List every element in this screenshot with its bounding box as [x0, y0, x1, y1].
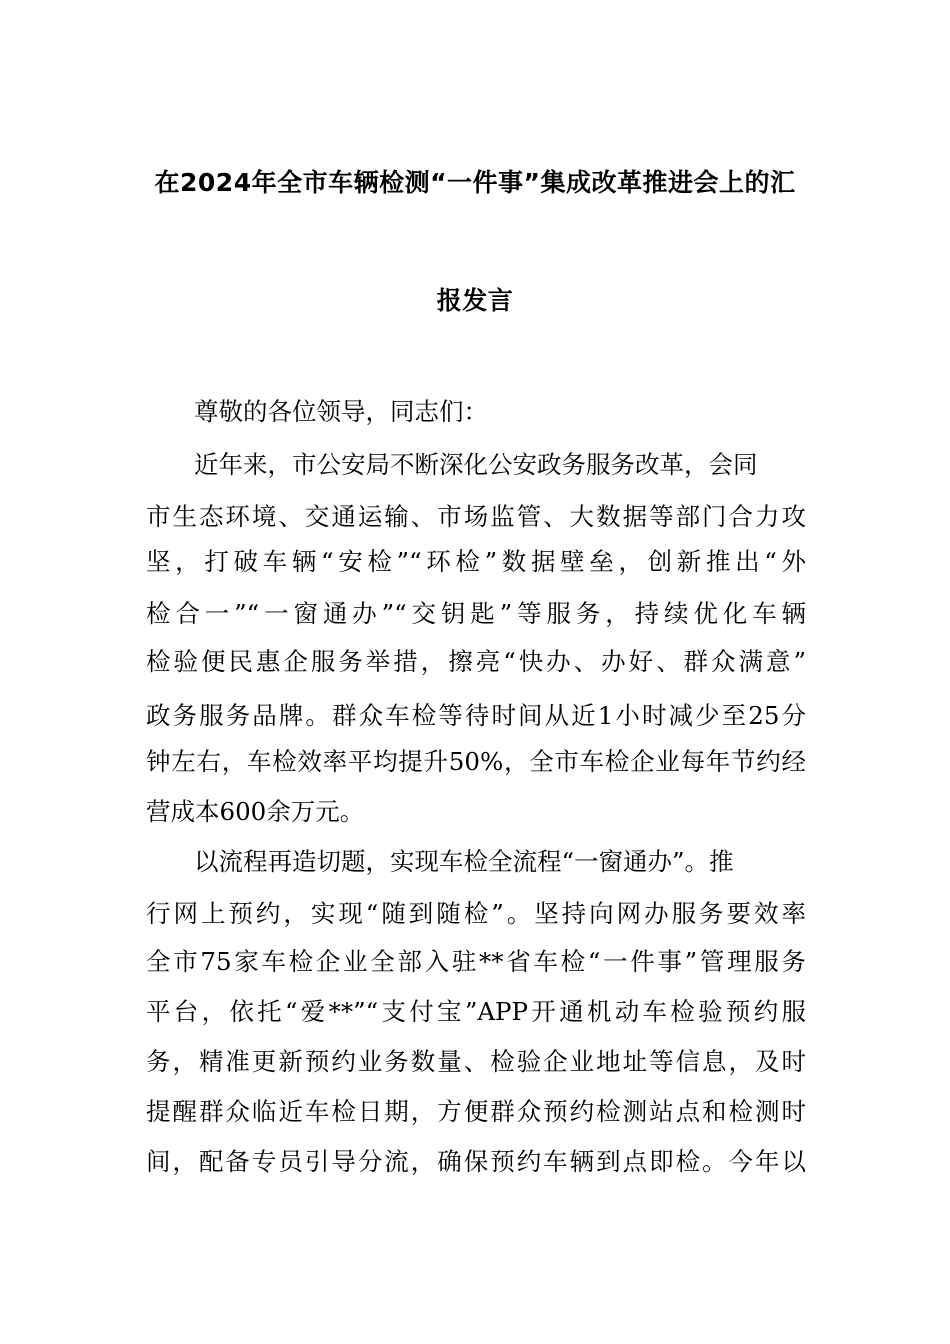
document-title-line-1: 在2024年全市车辆检测“一件事”集成改革推进会上的汇 — [154, 168, 796, 197]
paragraph-text: 检验便民惠企服务举措，擦亮“快办、办好、群众满意” — [146, 647, 806, 676]
paragraph-text: 间，配备专员引导分流，确保预约车辆到点即检。今年以 — [146, 1147, 806, 1176]
paragraph-text: 全市75家车检企业全部入驻**省车检“一件事”管理服务 — [146, 947, 806, 976]
paragraph-text: 钟左右，车检效率平均提升50%，全市车检企业每年节约经 — [146, 747, 806, 776]
paragraph-text: 平台，依托“爱**”“支付宝”APP开通机动车检验预约服 — [146, 997, 806, 1026]
paragraph-text: 市生态环境、交通运输、市场监管、大数据等部门合力攻 — [146, 502, 806, 531]
paragraph-text: 检合一”“一窗通办”“交钥匙”等服务，持续优化车辆 — [146, 599, 806, 628]
paragraph-text: 提醒群众临近车检日期，方便群众预约检测站点和检测时 — [146, 1097, 806, 1126]
paragraph-text: 坚，打破车辆“安检”“环检”数据壁垒，创新推出“外 — [146, 547, 806, 576]
paragraph-text: 营成本600余万元。 — [146, 797, 365, 826]
paragraph-text: 行网上预约，实现“随到随检”。坚持向网办服务要效率 — [146, 899, 806, 928]
paragraph-text: 务，精准更新预约业务数量、检验企业地址等信息，及时 — [146, 1047, 806, 1076]
paragraph-text: 近年来，市公安局不断深化公安政务服务改革，会同 — [194, 450, 758, 479]
document-title-line-2: 报发言 — [436, 286, 514, 315]
salutation-text: 尊敬的各位领导，同志们： — [194, 397, 488, 426]
paragraph-text: 以流程再造切题，实现车检全流程“一窗通办”。推 — [194, 847, 734, 876]
paragraph-text: 政务服务品牌。群众车检等待时间从近1小时减少至25分 — [146, 701, 806, 730]
